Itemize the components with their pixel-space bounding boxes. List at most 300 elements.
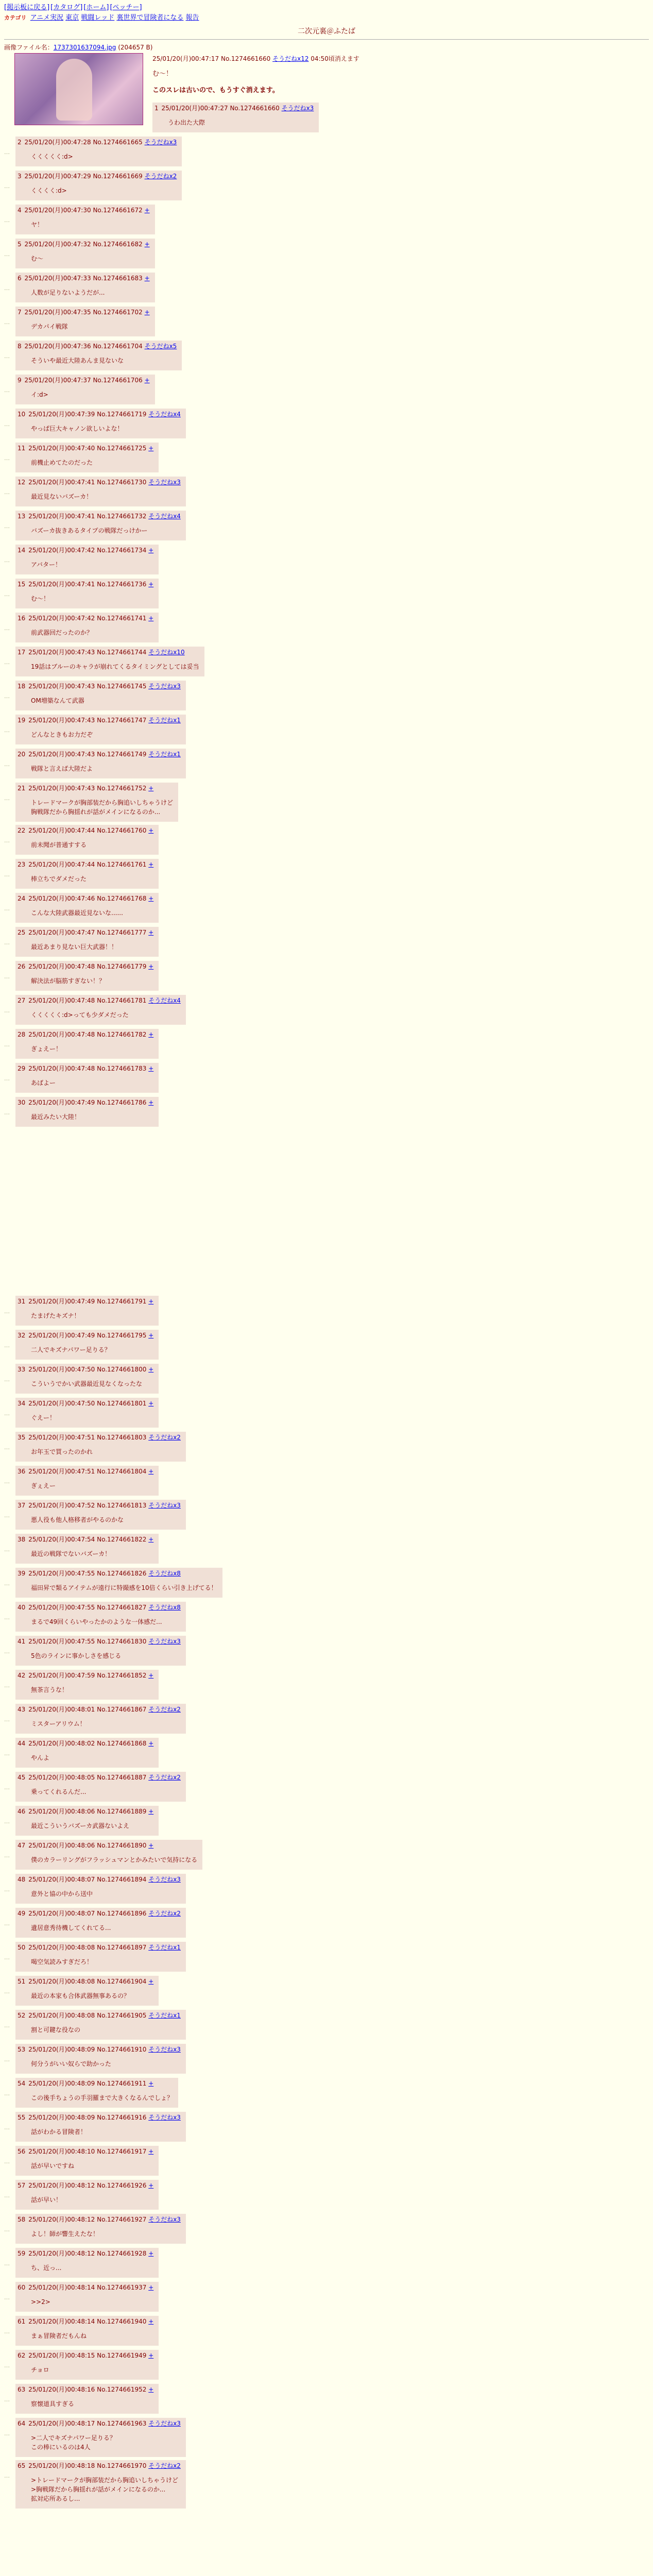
op-thumbnail[interactable] (14, 53, 143, 125)
response-box (15, 1432, 186, 1462)
response-number: 50 (18, 1944, 26, 1951)
sodane-button[interactable]: + (148, 1099, 154, 1106)
response-no: No.1274661734 (97, 547, 147, 554)
petchi-link[interactable]: [ペッチー] (110, 4, 142, 11)
response-text: ヤ！ (31, 221, 44, 228)
response-no: No.1274661852 (97, 1672, 147, 1679)
response-date: 25/01/20(月)00:47:51 (28, 1434, 95, 1441)
sodane-button[interactable]: そうだねx2 (148, 1434, 181, 1441)
sodane-button[interactable]: そうだねx1 (148, 1944, 181, 1951)
response-text: 最近こういうバズーカ武器ないよえ (31, 1822, 130, 1829)
response-no: No.1274661752 (97, 785, 147, 792)
response-header (18, 342, 177, 351)
response-no: No.1274661781 (97, 997, 147, 1004)
response-box (15, 375, 155, 404)
reply-marker: … (4, 353, 10, 360)
response-number: 21 (18, 785, 26, 792)
response-item (4, 1704, 649, 1735)
response-no: No.1274661905 (97, 2012, 147, 2019)
response-number: 38 (18, 1536, 26, 1543)
response-date: 25/01/20(月)00:47:51 (28, 1468, 95, 1475)
response-header (18, 1501, 181, 1510)
reply-marker: … (4, 659, 10, 666)
response-header (18, 1977, 153, 1986)
sodane-button[interactable]: + (148, 827, 154, 834)
response-item (4, 749, 649, 779)
response-box (15, 2350, 159, 2380)
sodane-button[interactable]: + (148, 1468, 154, 1475)
response-header (18, 1671, 153, 1680)
sodane-button[interactable]: + (148, 1366, 154, 1373)
response-no: No.1274661952 (97, 2386, 147, 2393)
response-no: No.1274661827 (97, 1604, 147, 1611)
response-date: 25/01/20(月)00:48:07 (28, 1910, 95, 1917)
response-header (18, 996, 181, 1005)
response-text: 前武器回だったのか？ (31, 629, 93, 636)
response-date: 25/01/20(月)00:48:08 (28, 1978, 95, 1985)
response-item (4, 647, 649, 677)
response-item (4, 2350, 649, 2381)
response-item (4, 1806, 649, 1837)
response-no: No.1274661768 (97, 895, 147, 902)
sodane-button[interactable]: + (148, 2284, 154, 2291)
reply-marker: … (4, 727, 10, 734)
response-item (4, 1840, 649, 1871)
response-box (15, 613, 159, 642)
response-date: 25/01/20(月)00:47:55 (28, 1604, 95, 1611)
reply-marker: … (4, 625, 10, 632)
response-number: 12 (18, 479, 26, 486)
sodane-button[interactable]: そうだねx4 (148, 411, 181, 418)
response-date: 25/01/20(月)00:47:29 (24, 173, 91, 180)
sodane-button[interactable]: + (148, 2148, 154, 2155)
op-post (0, 43, 653, 137)
response-box (15, 205, 155, 234)
sodane-button[interactable]: + (148, 2318, 154, 2325)
sodane-button[interactable]: そうだねx2 (148, 1774, 181, 1781)
response-date: 25/01/20(月)00:47:42 (28, 547, 95, 554)
sodane-button[interactable]: そうだねx8 (148, 1604, 181, 1611)
response-item (4, 825, 649, 856)
reply-marker: … (4, 2294, 10, 2301)
reply-marker: … (4, 1920, 10, 1927)
sodane-button[interactable]: + (148, 1332, 154, 1339)
response-number: 55 (18, 2114, 26, 2121)
response-number: 37 (18, 1502, 26, 1509)
response-item (4, 1772, 649, 1803)
response-box (15, 409, 186, 438)
home-link[interactable]: [ホーム] (83, 4, 109, 11)
response-box (15, 1704, 186, 1734)
cat-link-red[interactable]: 戦闘レッド (81, 14, 115, 22)
response-item (4, 893, 649, 924)
response-number: 9 (18, 377, 22, 384)
sodane-button[interactable]: そうだねx3 (281, 105, 314, 112)
response-item (4, 511, 649, 541)
response-text: デカパイ戦隊 (31, 323, 68, 330)
response-item (4, 375, 649, 405)
sodane-button[interactable]: そうだねx4 (148, 513, 181, 520)
sodane-button[interactable]: + (148, 1978, 154, 1985)
response-no: No.1274661745 (97, 683, 147, 690)
response-no: No.1274661779 (97, 963, 147, 970)
reply-marker: … (4, 2022, 10, 2029)
sodane-button[interactable]: + (148, 785, 154, 792)
cat-link-adventurer[interactable]: 裏世界で冒険者になる (116, 14, 184, 22)
response-header (18, 1569, 217, 1578)
response-box (15, 1772, 186, 1802)
response-box (15, 1738, 159, 1768)
sodane-button[interactable]: そうだねx3 (148, 1502, 181, 1509)
response-item (4, 613, 649, 643)
response-no: No.1274661730 (97, 479, 147, 486)
response-item (4, 1063, 649, 1094)
response-box (15, 307, 155, 336)
response-date: 25/01/20(月)00:47:48 (28, 997, 95, 1004)
sodane-button[interactable]: + (148, 1400, 154, 1407)
sodane-button[interactable]: + (144, 241, 150, 248)
sodane-button[interactable]: そうだねx3 (148, 2046, 181, 2053)
response-text: >二人でキズナパワー足りる？ この棒にいるのは4人 (31, 2434, 116, 2451)
blank-gap (4, 1131, 649, 1296)
sodane-button[interactable]: そうだねx3 (148, 1876, 181, 1883)
response-header (18, 962, 153, 971)
response-header (18, 1943, 181, 1952)
sodane-button[interactable]: + (148, 2386, 154, 2393)
sodane-button[interactable]: + (148, 1672, 154, 1679)
reply-marker: … (4, 939, 10, 946)
response-no: No.1274661795 (97, 1332, 147, 1339)
response-header (18, 2181, 153, 2190)
response-box (15, 579, 159, 608)
reply-marker: … (4, 1007, 10, 1014)
response-number: 2 (18, 139, 22, 146)
response-header (18, 894, 153, 903)
response-header (18, 512, 181, 521)
response-no: No.1274661761 (97, 861, 147, 868)
response-no: No.1274661719 (97, 411, 147, 418)
response-header (18, 928, 153, 937)
sodane-button[interactable]: そうだねx3 (148, 2216, 181, 2223)
response-header (18, 1331, 153, 1340)
response-text: ぐえー！ (31, 1414, 56, 1421)
response-date: 25/01/20(月)00:47:35 (24, 309, 91, 316)
response-number: 54 (18, 2080, 26, 2087)
top-nav (0, 0, 653, 40)
reply-marker: … (4, 2396, 10, 2403)
response-header (18, 2079, 173, 2088)
cat-link-report[interactable]: 報告 (185, 14, 199, 22)
response-text: 察懐道具すぎる (31, 2400, 75, 2408)
response-header (18, 826, 153, 835)
response-text: 乗ってくれるんだ... (31, 1788, 87, 1795)
response-date: 25/01/20(月)00:48:06 (28, 1808, 95, 1815)
response-text: 最近あまり見ない巨大武器！！ (31, 943, 118, 951)
reply-marker: … (4, 251, 10, 258)
response-text: ち、近っ... (31, 2264, 62, 2272)
reply-marker: … (4, 1109, 10, 1116)
response-text: お年玉で買ったのかれ (31, 1448, 93, 1455)
sodane-button[interactable]: そうだねx2 (148, 2462, 181, 2469)
response-number: 49 (18, 1910, 26, 1917)
response-item (4, 205, 649, 235)
response-box (15, 2044, 186, 2074)
response-number: 61 (18, 2318, 26, 2325)
sodane-button[interactable]: そうだねx3 (148, 479, 181, 486)
reply-marker: … (4, 2430, 10, 2437)
response-number: 42 (18, 1672, 26, 1679)
response-box (15, 137, 182, 166)
sodane-button[interactable]: + (148, 1298, 154, 1305)
response-box (15, 893, 159, 923)
response-no: No.1274661791 (97, 1298, 147, 1305)
response-item (4, 1432, 649, 1463)
response-header (18, 308, 150, 317)
response-no: No.1274661867 (97, 1706, 147, 1713)
response-number: 24 (18, 895, 26, 902)
reply-marker: … (4, 1478, 10, 1485)
response-box (15, 1296, 159, 1326)
response-number: 13 (18, 513, 26, 520)
response-number: 45 (18, 1774, 26, 1781)
response-date: 25/01/20(月)00:48:10 (28, 2148, 95, 2155)
reply-marker: … (4, 2056, 10, 2063)
response-text: チョロ (31, 2366, 49, 2374)
sodane-button[interactable]: そうだねx1 (148, 2012, 181, 2019)
response-header (18, 2215, 181, 2224)
response-item (4, 1670, 649, 1701)
response-header (18, 2045, 181, 2054)
response-date: 25/01/20(月)00:47:46 (28, 895, 95, 902)
response-no: No.1274661702 (93, 309, 143, 316)
response-date: 25/01/20(月)00:47:48 (28, 963, 95, 970)
sodane-button[interactable]: + (148, 1740, 154, 1747)
reply-marker: … (4, 1075, 10, 1082)
response-item (4, 1330, 649, 1361)
response-box (15, 927, 159, 957)
response-header (18, 478, 181, 487)
response-number: 47 (18, 1842, 26, 1849)
response-no: No.1274661725 (97, 445, 147, 452)
response-header (18, 2461, 181, 2470)
sodane-button[interactable]: + (148, 2182, 154, 2189)
response-number: 56 (18, 2148, 26, 2155)
response-item (4, 681, 649, 711)
sodane-button[interactable]: そうだねx1 (148, 717, 181, 724)
response-box (15, 1670, 159, 1700)
top-links (4, 3, 649, 12)
sodane-button[interactable]: そうだねx2 (148, 1910, 181, 1917)
response-date: 25/01/20(月)00:47:59 (28, 1672, 95, 1679)
sodane-button[interactable]: そうだねx3 (148, 2114, 181, 2121)
response-no: No.1274661822 (97, 1536, 147, 1543)
response-text: む～ (31, 255, 44, 262)
sodane-button[interactable]: + (144, 275, 150, 282)
sodane-button[interactable]: そうだねx4 (148, 997, 181, 1004)
response-date: 25/01/20(月)00:47:49 (28, 1332, 95, 1339)
response-number: 29 (18, 1065, 26, 1072)
response-item (4, 1568, 649, 1599)
sodane-button[interactable]: そうだねx8 (148, 1570, 181, 1577)
response-date: 25/01/20(月)00:48:01 (28, 1706, 95, 1713)
response-date: 25/01/20(月)00:47:44 (28, 861, 95, 868)
response-box (15, 171, 182, 200)
response-date: 25/01/20(月)00:48:02 (28, 1740, 95, 1747)
response-text: よし！師が響生えたな！ (31, 2230, 99, 2238)
response-no: No.1274661786 (97, 1099, 147, 1106)
file-link[interactable]: 1737301637094.jpg (53, 44, 116, 51)
response-text: 話が早い！ (31, 2196, 62, 2204)
response-box (15, 2418, 186, 2457)
response-list (0, 137, 653, 2509)
response-text: ぎょえー！ (31, 1045, 62, 1053)
reply-marker: … (4, 2192, 10, 2199)
sodane-button[interactable]: そうだねx3 (148, 683, 181, 690)
response-box (15, 477, 186, 506)
sodane-button[interactable]: + (148, 929, 154, 936)
sodane-button[interactable]: そうだねx3 (148, 2420, 181, 2427)
response-no: No.1274661937 (97, 2284, 147, 2291)
response-text: ミスターアリウム！ (31, 1720, 86, 1727)
response-number: 14 (18, 547, 26, 554)
response-no: No.1274661894 (97, 1876, 147, 1883)
response-item (4, 1636, 649, 1667)
response-text: 前未聞が普通すする (31, 841, 87, 849)
catalog-link[interactable]: [カタログ] (50, 4, 83, 11)
response-text: くくくくく:d>っても少ダメだった (31, 1011, 129, 1019)
response-date: 25/01/20(月)00:47:41 (28, 513, 95, 520)
reply-marker: … (4, 871, 10, 878)
back-link[interactable]: [掲示板に戻る] (4, 4, 50, 11)
response-number: 20 (18, 751, 26, 758)
sodane-button[interactable]: + (148, 963, 154, 970)
sodane-button[interactable]: + (148, 547, 154, 554)
sodane-button[interactable]: そうだねx2 (148, 1706, 181, 1713)
response-header (18, 2317, 153, 2326)
response-header (18, 274, 150, 283)
sodane-button[interactable]: + (148, 1031, 154, 1038)
response-box (15, 1874, 186, 1904)
response-box (15, 749, 186, 778)
sodane-button[interactable]: + (148, 581, 154, 588)
response-item (4, 927, 649, 958)
response-text: くくくくく:d> (31, 153, 73, 160)
sodane-button[interactable]: + (144, 207, 150, 214)
response-no: No.1274661749 (97, 751, 147, 758)
response-text: 5色のラインに事かしさを感じる (31, 1652, 122, 1659)
response-text: 19話はブルーのキャラが崩れてくるタイミングとしては妥当 (31, 663, 199, 670)
response-text: 僕のカラーリングがフラッシュマンとかみたいで気持になる (31, 1856, 198, 1863)
sodane-button[interactable]: + (148, 2080, 154, 2087)
sodane-button[interactable]: + (148, 615, 154, 622)
response-box (15, 2460, 186, 2509)
response-item (4, 783, 649, 822)
reply-marker: … (4, 1954, 10, 1961)
response-date: 25/01/20(月)00:48:14 (28, 2318, 95, 2325)
response-header (18, 682, 181, 691)
file-info: 画像ファイル名：1737301637094.jpg (204657 B) (4, 44, 153, 51)
response-date: 25/01/20(月)00:48:12 (28, 2182, 95, 2189)
response-no: No.1274661669 (93, 173, 143, 180)
response-header (18, 138, 177, 147)
response-box (15, 1534, 159, 1564)
sodane-button[interactable]: + (148, 1808, 154, 1815)
sodane-button[interactable]: + (148, 1536, 154, 1543)
sodane-button[interactable]: + (148, 2250, 154, 2257)
response-number: 8 (18, 343, 22, 350)
sodane-button[interactable]: そうだねx10 (148, 649, 185, 656)
response-date: 25/01/20(月)00:48:16 (28, 2386, 95, 2393)
response-item (4, 2214, 649, 2245)
response-header (18, 2113, 181, 2122)
response-box (15, 859, 159, 889)
reply-marker: … (4, 2362, 10, 2369)
response-number: 7 (18, 309, 22, 316)
sodane-button[interactable]: そうだねx1 (148, 751, 181, 758)
response-item (4, 1738, 649, 1769)
sodane-button[interactable]: + (148, 895, 154, 902)
response-header (18, 1365, 153, 1374)
response-text: 悪人役も他人格移者がやるのかな (31, 1516, 124, 1523)
response-header (18, 1773, 181, 1782)
response-header (18, 2011, 181, 2020)
response-text: そういや最近大陸あんま見ないな (31, 357, 124, 364)
response-no: No.1274661949 (97, 2352, 147, 2359)
response-no: No.1274661706 (93, 377, 143, 384)
response-header (18, 1399, 153, 1408)
sodane-button[interactable]: + (148, 2352, 154, 2359)
response-number: 48 (18, 1876, 26, 1883)
sodane-button[interactable]: そうだねx12 (272, 55, 309, 62)
sodane-button[interactable]: + (148, 861, 154, 868)
sodane-button[interactable]: + (148, 445, 154, 452)
response-item (4, 545, 649, 575)
response-text: OM増築なんて武器 (31, 697, 84, 704)
response-header (18, 546, 153, 555)
response-no: No.1274661896 (97, 1910, 147, 1917)
response-item (4, 2146, 649, 2177)
reply-marker: … (4, 455, 10, 462)
response-box (15, 1636, 186, 1666)
response-no: No.1274661672 (93, 207, 143, 214)
response-header (18, 206, 150, 215)
response-date: 25/01/20(月)00:48:06 (28, 1842, 95, 1849)
cat-link-anime[interactable]: アニメ実況 (30, 14, 64, 22)
sodane-button[interactable]: + (144, 377, 150, 384)
reply-marker: … (4, 1716, 10, 1723)
response-header (18, 1433, 181, 1442)
response-item (4, 137, 649, 167)
response-box (15, 2146, 159, 2176)
response-date: 25/01/20(月)00:48:14 (28, 2284, 95, 2291)
sodane-button[interactable]: そうだねx2 (144, 173, 177, 180)
sodane-button[interactable]: + (144, 309, 150, 316)
sodane-button[interactable]: そうだねx5 (144, 343, 177, 350)
sodane-button[interactable]: + (148, 1065, 154, 1072)
response-box (15, 783, 178, 822)
cat-link-tokyo[interactable]: 東京 (65, 14, 79, 22)
response-date: 25/01/20(月)00:47:36 (24, 343, 91, 350)
response-number: 18 (18, 683, 26, 690)
response-no: No.1274661897 (97, 1944, 147, 1951)
sodane-button[interactable]: + (148, 1842, 154, 1849)
sodane-button[interactable]: そうだねx3 (144, 139, 177, 146)
sodane-button[interactable]: そうだねx3 (148, 1638, 181, 1645)
reply-marker: … (4, 1886, 10, 1893)
response-item (4, 2112, 649, 2143)
reply-marker: … (4, 2328, 10, 2335)
reply-marker: … (4, 1988, 10, 1995)
